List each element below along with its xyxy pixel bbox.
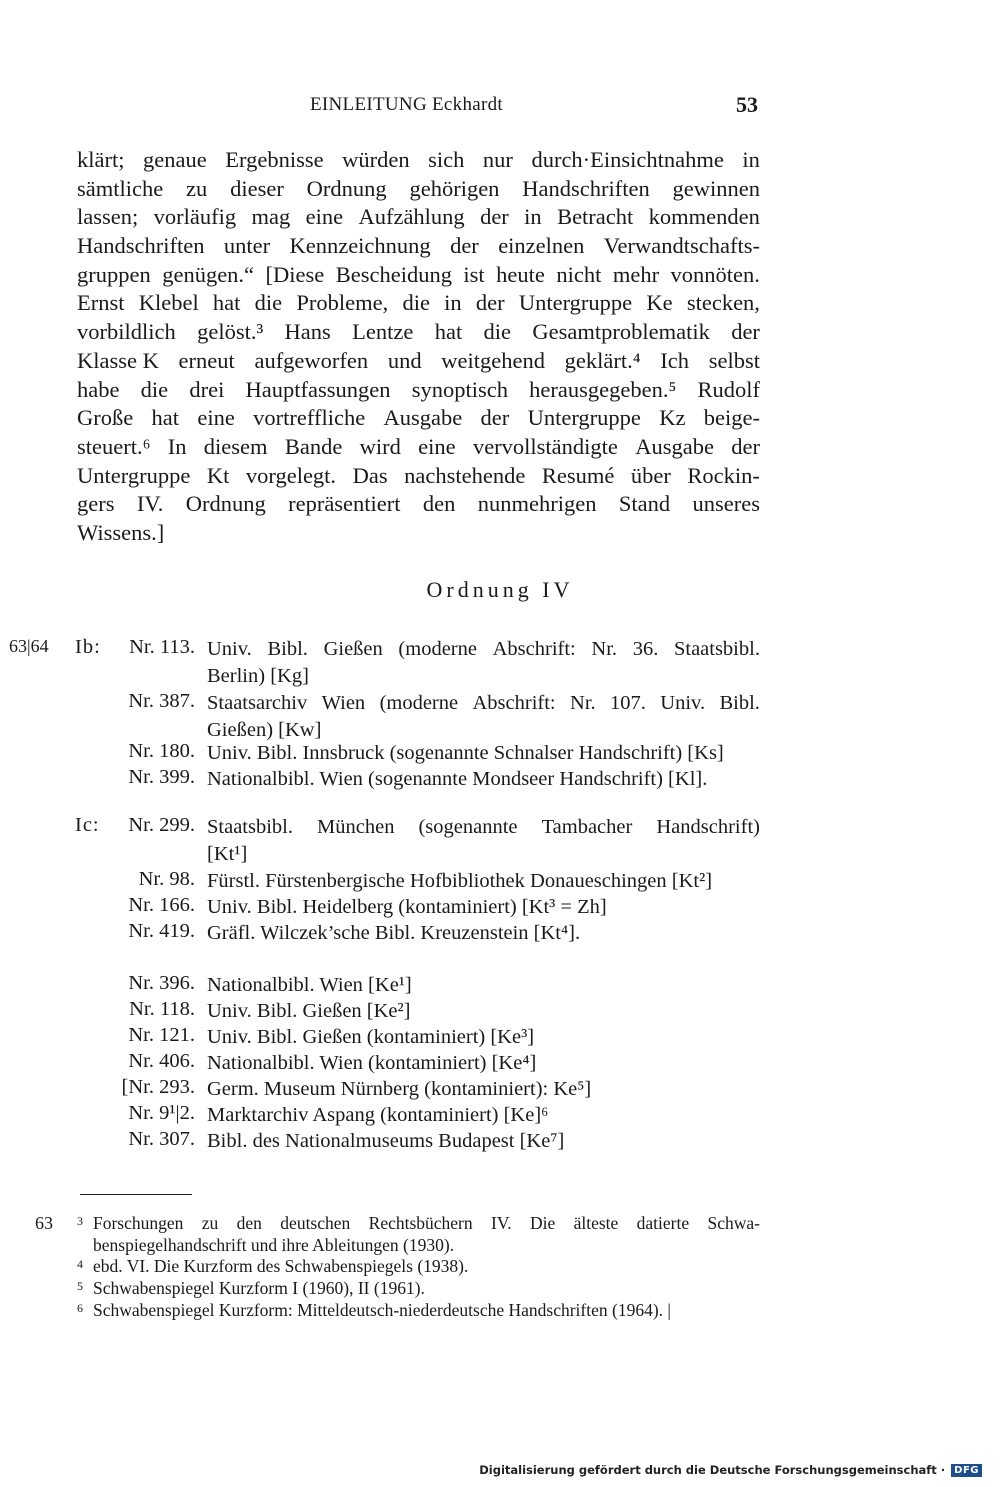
text-line xyxy=(77,404,760,433)
manuscript-number: [Nr. 293. xyxy=(121,1076,195,1098)
word: Ke xyxy=(646,290,673,316)
word: In xyxy=(167,433,187,459)
manuscript-description xyxy=(207,1128,760,1155)
word: aufgeworfen xyxy=(254,347,369,373)
description-line xyxy=(207,814,760,841)
word: Bibl. xyxy=(267,638,308,660)
manuscript-description xyxy=(207,740,760,767)
manuscript-description xyxy=(207,920,760,947)
word: lassen; xyxy=(77,204,139,230)
text-line xyxy=(77,433,760,462)
word: Gießen xyxy=(323,638,383,660)
word: IV. xyxy=(136,491,164,517)
word: mehr xyxy=(612,261,660,287)
word: der xyxy=(480,204,509,230)
manuscript-description xyxy=(207,1076,760,1103)
manuscript-number: Nr. 121. xyxy=(128,1024,195,1046)
description-line: Germ. Museum Nürnberg (kontaminiert): Ke⁵] xyxy=(207,1078,592,1100)
word: Wissens.] xyxy=(77,519,165,545)
text-line xyxy=(77,289,760,318)
description-line: Nationalbibl. Wien [Ke¹] xyxy=(207,974,412,996)
word: deutschen xyxy=(280,1213,351,1233)
text-line xyxy=(77,376,760,405)
text-line xyxy=(77,232,760,261)
word: in xyxy=(742,147,760,172)
word: stecken, xyxy=(686,290,760,316)
word: den xyxy=(236,1213,262,1233)
group-label: Ic: xyxy=(75,814,100,836)
manuscript-number: Nr. 406. xyxy=(128,1050,195,1072)
word: heute xyxy=(496,261,545,287)
manuscript-number: Nr. 118. xyxy=(129,998,195,1020)
word: habe xyxy=(77,376,120,402)
description-line: Berlin) [Kg] xyxy=(207,665,309,687)
word: einzelnen xyxy=(498,233,585,259)
footnote-text xyxy=(93,1300,760,1322)
description-line: Gießen) [Kw] xyxy=(207,719,322,741)
word: die xyxy=(140,376,169,402)
word: Ordnung xyxy=(185,491,266,517)
manuscript-description xyxy=(207,636,760,690)
description-line: Nationalbibl. Wien (kontaminiert) [Ke⁴] xyxy=(207,1052,537,1074)
manuscript-description xyxy=(207,998,760,1025)
word: Das xyxy=(352,462,388,488)
word: synoptisch xyxy=(411,376,508,402)
footnote-marker: 5 xyxy=(77,1279,83,1293)
description-line xyxy=(207,690,760,717)
footnote-line: Schwabenspiegel Kurzform: Mitteldeutsch-niederdeutsche Handschriften (1964). | xyxy=(93,1300,671,1320)
word: Kennzeichnung xyxy=(289,233,431,259)
body-paragraph xyxy=(77,146,760,548)
word: geklärt.⁴ xyxy=(564,347,641,373)
manuscript-number: Nr. 419. xyxy=(128,920,195,942)
word: Staatsbibl. xyxy=(207,816,293,838)
word: Hauptfassungen xyxy=(245,376,391,402)
footnote-line: ebd. VI. Die Kurzform des Schwabenspiegels (1938). xyxy=(93,1256,469,1276)
manuscript-number: Nr. 399. xyxy=(128,766,195,788)
description-line: Marktarchiv Aspang (kontaminiert) [Ke]⁶ xyxy=(207,1104,549,1126)
word: Ausgabe xyxy=(383,405,463,431)
word: eine xyxy=(418,433,456,459)
description-line xyxy=(207,636,760,663)
description-line: Bibl. des Nationalmuseums Budapest [Ke⁷] xyxy=(207,1130,565,1152)
word: der xyxy=(731,319,760,345)
word: genaue xyxy=(143,147,207,172)
word: selbst xyxy=(708,347,760,373)
footnote-marker: 4 xyxy=(77,1257,83,1271)
word: der xyxy=(731,433,760,459)
word: den xyxy=(422,491,456,517)
word: hat xyxy=(212,290,241,316)
manuscript-description xyxy=(207,766,760,793)
word: klärt; xyxy=(77,147,125,172)
word: Ich xyxy=(660,347,690,373)
word: Wien xyxy=(321,692,366,714)
word: Untergruppe xyxy=(527,405,641,431)
description-line: Univ. Bibl. Heidelberg (kontaminiert) [Kt³ = Zh] xyxy=(207,896,607,918)
word: mag xyxy=(251,204,291,230)
word: gehörigen xyxy=(409,175,500,201)
description-line: Univ. Bibl. Innsbruck (sogenannte Schnalser Handschrift) [Ks] xyxy=(207,742,724,764)
word: steuert.⁶ xyxy=(77,433,151,459)
word: hat xyxy=(434,319,463,345)
word: datierte xyxy=(636,1213,690,1233)
text-line xyxy=(77,318,760,347)
word: gruppen xyxy=(77,261,151,287)
word: erneut xyxy=(178,347,235,373)
footnote-marker: 3 xyxy=(77,1214,83,1228)
page-number: 53 xyxy=(736,92,758,117)
word: gers xyxy=(77,491,115,517)
manuscript-description xyxy=(207,972,760,999)
word: zu xyxy=(186,175,208,201)
word: Betracht xyxy=(557,204,634,230)
dfg-logo: DFG xyxy=(951,1464,982,1477)
word: Abschrift: xyxy=(472,692,556,714)
word: Verwandtschafts- xyxy=(603,233,760,259)
manuscript-number: Nr. 9¹|2. xyxy=(128,1102,195,1124)
word: vorbildlich xyxy=(77,319,176,345)
word: und xyxy=(387,347,422,373)
word: der xyxy=(475,290,505,316)
word: Rudolf xyxy=(697,376,760,402)
word: Stand xyxy=(618,491,671,517)
description-line: Univ. Bibl. Gießen [Ke²] xyxy=(207,1000,411,1022)
text-line xyxy=(77,146,760,175)
word: Nr. xyxy=(591,638,618,660)
word: Hans xyxy=(284,319,331,345)
footnote-line xyxy=(93,1213,760,1235)
word: diesem xyxy=(203,433,268,459)
word: 107. xyxy=(610,692,646,714)
word: Univ. xyxy=(207,638,252,660)
word: vorläufig xyxy=(153,204,237,230)
word: hat xyxy=(151,405,180,431)
word: Klebel xyxy=(138,290,199,316)
manuscript-number: Nr. 396. xyxy=(128,972,195,994)
word: der xyxy=(480,405,510,431)
word: zu xyxy=(201,1213,219,1233)
word: Untergruppe xyxy=(77,462,191,488)
word: (sogenannte xyxy=(418,816,518,838)
word: [Diese xyxy=(265,261,325,287)
word: IV. xyxy=(491,1213,512,1233)
word: vonnöten. xyxy=(670,261,760,287)
word: Staatsarchiv xyxy=(207,692,308,714)
word: dieser xyxy=(230,175,284,201)
footnote-margin-ref: 63 xyxy=(35,1213,53,1233)
footnote-text xyxy=(93,1213,760,1256)
word: vervollständigte xyxy=(472,433,618,459)
word: Aufzählung xyxy=(358,204,465,230)
section-heading: Ordnung IV xyxy=(426,577,574,602)
footnote-line: Schwabenspiegel Kurzform I (1960), II (1961). xyxy=(93,1278,425,1298)
footnote-marker: 6 xyxy=(77,1301,83,1315)
word: in xyxy=(444,290,462,316)
word: der xyxy=(450,233,479,259)
manuscript-description xyxy=(207,1050,760,1077)
manuscript-description xyxy=(207,894,760,921)
description-line: Gräfl. Wilczek’sche Bibl. Kreuzenstein [Kt⁴]. xyxy=(207,922,581,944)
word: älteste xyxy=(573,1213,619,1233)
word: über xyxy=(630,462,671,488)
manuscript-description xyxy=(207,1024,760,1051)
digitization-credit xyxy=(479,1463,982,1477)
word: die xyxy=(402,290,430,316)
word: Handschriften xyxy=(77,233,205,259)
word: würden xyxy=(342,147,410,172)
word: Ausgabe xyxy=(635,433,714,459)
running-head xyxy=(0,94,1000,124)
word: herausgegeben.⁵ xyxy=(529,376,677,402)
word: gewinnen xyxy=(672,175,760,201)
word: die xyxy=(483,319,512,345)
text-line xyxy=(77,490,760,519)
running-head-title: EINLEITUNG Eckhardt xyxy=(310,94,503,115)
word: Ernst xyxy=(77,290,125,316)
text-line xyxy=(77,261,760,290)
footnote-text xyxy=(93,1278,760,1300)
word: eine xyxy=(305,204,344,230)
word: unter xyxy=(223,233,271,259)
word: Bescheidung xyxy=(335,261,452,287)
manuscript-number: Nr. 166. xyxy=(128,894,195,916)
word: Lentze xyxy=(352,319,414,345)
word: Gesamtproblematik xyxy=(532,319,710,345)
word: nur xyxy=(482,147,513,172)
word: 36. xyxy=(632,638,659,660)
word: (moderne xyxy=(379,692,459,714)
word: Nr. xyxy=(570,692,596,714)
description-line: [Kt¹] xyxy=(207,843,248,865)
manuscript-number: Nr. 307. xyxy=(128,1128,195,1150)
word: Univ. xyxy=(660,692,706,714)
word: drei xyxy=(189,376,225,402)
manuscript-description xyxy=(207,1102,760,1129)
footnote-separator xyxy=(80,1194,192,1195)
description-line: Nationalbibl. Wien (sogenannte Mondseer Handschrift) [Kl]. xyxy=(207,768,708,790)
manuscript-number: Nr. 180. xyxy=(128,740,195,762)
description-line: Univ. Bibl. Gießen (kontaminiert) [Ke³] xyxy=(207,1026,535,1048)
word: in xyxy=(524,204,542,230)
manuscript-description xyxy=(207,814,760,868)
word: Rockin- xyxy=(687,462,760,488)
text-line xyxy=(77,347,760,376)
word: die xyxy=(254,290,283,316)
manuscript-number: Nr. 299. xyxy=(128,814,195,836)
manuscript-description xyxy=(207,868,760,895)
word: genügen.“ xyxy=(162,261,255,287)
text-line xyxy=(77,519,760,548)
word: sämtliche xyxy=(77,175,164,201)
footnote-line: benspiegelhandschrift und ihre Ableitungen (1930). xyxy=(93,1234,455,1255)
word: Klasse K xyxy=(77,347,159,373)
word: Die xyxy=(529,1213,556,1233)
word: Tambacher xyxy=(541,816,633,838)
word: Probleme, xyxy=(296,290,389,316)
word: Handschriften xyxy=(522,175,650,201)
word: Kt xyxy=(206,462,230,488)
word: kommenden xyxy=(648,204,760,230)
word: beige- xyxy=(703,405,760,431)
description-line: Fürstl. Fürstenbergische Hofbibliothek Donaueschingen [Kt²] xyxy=(207,870,713,892)
group-label: Ib: xyxy=(75,636,101,658)
word: durch·Einsichtnahme xyxy=(531,147,724,172)
word: Abschrift: xyxy=(492,638,576,660)
word: (moderne xyxy=(398,638,477,660)
word: vortreffliche xyxy=(253,405,366,431)
word: Bande xyxy=(284,433,343,459)
word: Resumé xyxy=(541,462,615,488)
word: nicht xyxy=(556,261,602,287)
word: Ergebnisse xyxy=(225,147,324,172)
word: Handschrift) xyxy=(656,816,760,838)
word: weitgehend xyxy=(441,347,545,373)
word: unseres xyxy=(692,491,760,517)
text-line xyxy=(77,462,760,491)
word: repräsentiert xyxy=(288,491,401,517)
word: eine xyxy=(197,405,235,431)
manuscript-number: Nr. 387. xyxy=(128,690,195,712)
word: gelöst.³ xyxy=(197,319,264,345)
word: München xyxy=(317,816,395,838)
word: nachstehende xyxy=(404,462,526,488)
word: Untergruppe xyxy=(518,290,633,316)
manuscript-description xyxy=(207,690,760,744)
word: wird xyxy=(359,433,401,459)
word: Kz xyxy=(659,405,686,431)
manuscript-number: Nr. 113. xyxy=(129,636,195,658)
word: Große xyxy=(77,405,134,431)
word: ist xyxy=(463,261,485,287)
word: Ordnung xyxy=(306,175,387,201)
word: vorgelegt. xyxy=(245,462,337,488)
word: nunmehrigen xyxy=(477,491,597,517)
margin-page-ref: 63|64 xyxy=(9,636,49,656)
credit-text: Digitalisierung gefördert durch die Deutsche Forschungsgemeinschaft · xyxy=(479,1463,946,1477)
word: Rechtsbüchern xyxy=(368,1213,473,1233)
word: Schwa- xyxy=(707,1213,760,1233)
manuscript-number: Nr. 98. xyxy=(138,868,195,890)
word: sich xyxy=(428,147,465,172)
word: Staatsbibl. xyxy=(673,638,760,660)
footnote-text xyxy=(93,1256,760,1278)
text-line xyxy=(77,175,760,204)
word: Forschungen xyxy=(93,1213,184,1233)
word: Bibl. xyxy=(719,692,760,714)
text-line xyxy=(77,203,760,232)
